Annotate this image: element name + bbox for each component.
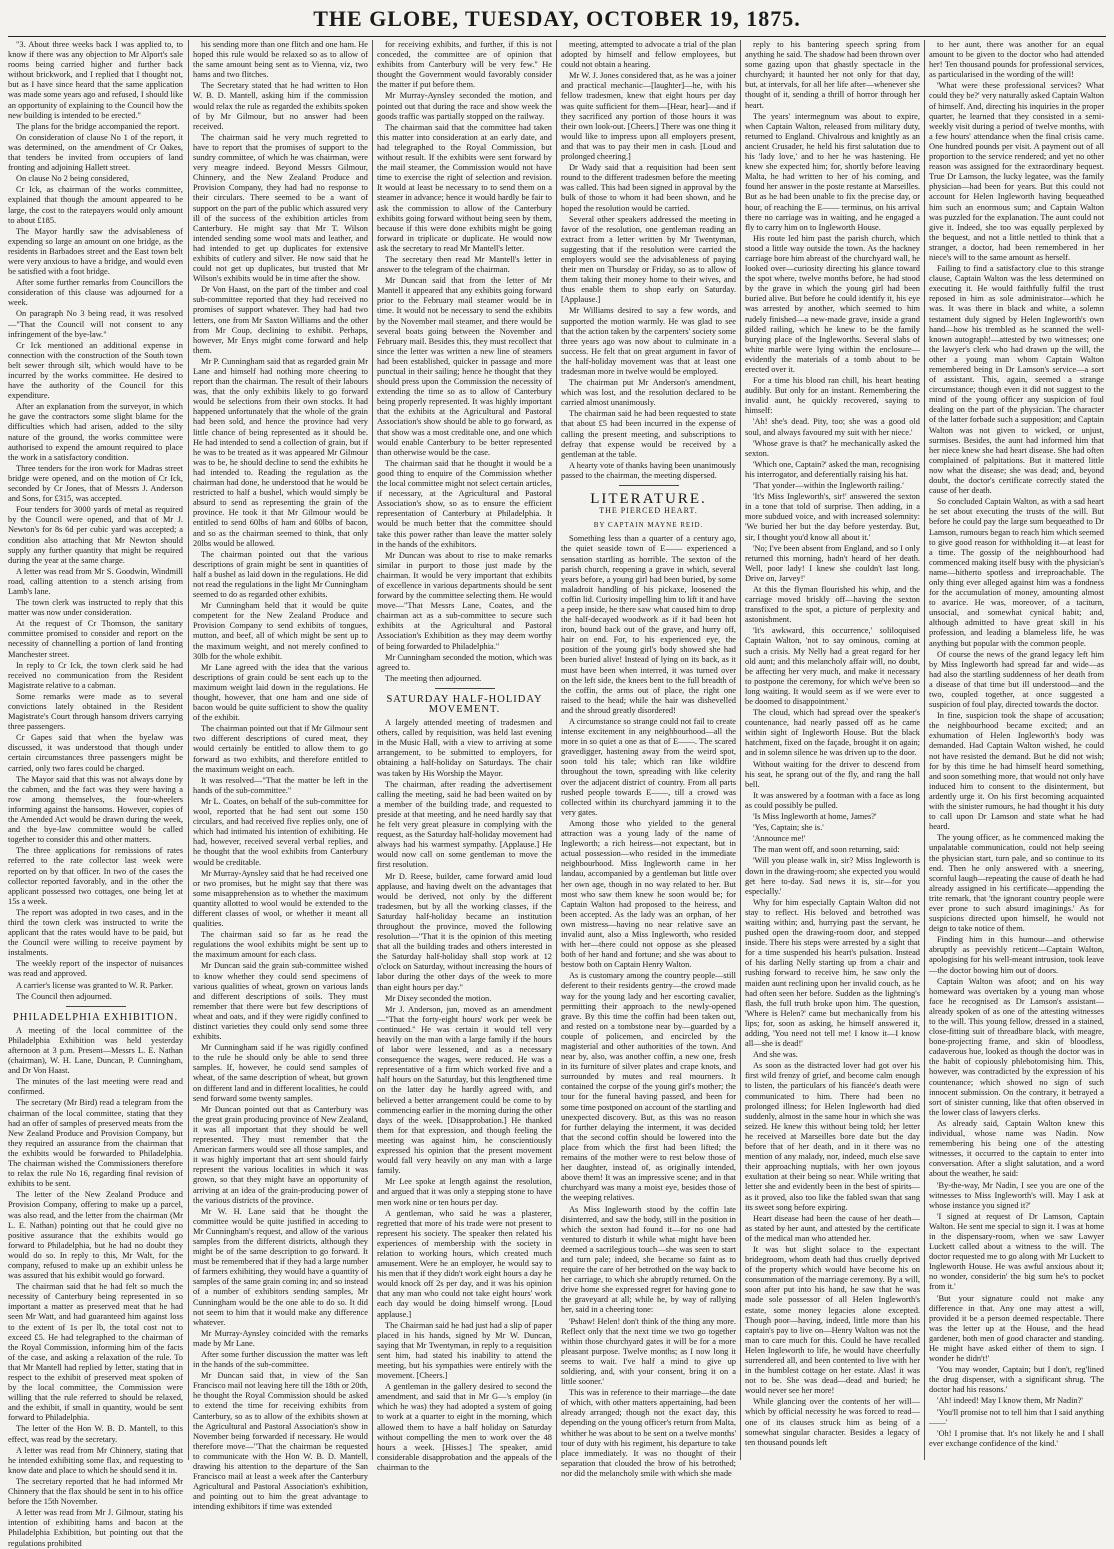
paragraph: The chairman said he had been requested to state that about £5 had been incurred in the expense of calling the present meeting, and subscriptions to defray that expense would be received by a gentleman at the table.	[561, 409, 736, 459]
paragraph: The secretary (Mr Bird) read a telegram from the chairman of the local committee, stating that they had an offer of samples of preserved meats from the New Zealand Produce and Provision Company, but they required an assurance from the chairman that the exhibits would be forwarded to Philadelphia. The chairman wished the Commissioners therefore to relax the rule No 16, regarding final revision of exhibits to be sent.	[8, 1098, 183, 1189]
paragraph: A gentleman, who said he was a plasterer, regretted that more of his trade were not present to represent his society. The speaker then related his experiences of membership with the society in relation to working hours, which created much amusement. Were he an employer, he would say to his men that if they didn't work eight hours a day he would knock off 2s per day, and it was his opinion that any man who could not take eight hours' work each day would be doing himself wrong. [Loud applause.]	[377, 1208, 552, 1319]
col5-paras	[745, 40, 920, 1448]
paragraph: A hearty vote of thanks having been unanimously passed to the chairman, the meeting dispersed.	[561, 460, 736, 480]
heading-literature: LITERATURE.	[590, 491, 707, 508]
paragraph: After an explanation from the surveyor, in which he gave the contractors some slight blame for the difficulties which had arisen, added to the silty nature of the ground, the works committee were authorised to expend the amount required to place the work in a satisfactory condition.	[8, 402, 183, 462]
paragraph: In fine, suspicion took the shape of accusation; the neighbourhood became excited; and an exhumation of Helen Ingleworth's body was demanded. Had Captain Walton wished, he could not have resisted the demand. But he did not wish; for by this time he had himself heard something, and soon something more, that would not only have induced him to consent to the disinterment, but ardently urge it. On his first becoming acquainted with the sinister rumours, he had thought it his duty to call upon Dr Lamson and state what he had heard.	[929, 711, 1104, 832]
paragraph: The Secretary stated that he had written to Hon W. B. D. Mantell, asking him if the commission would relax the rule as regarded the exhibits spoken of by Mr Gilmour, but no answer had been received.	[193, 81, 368, 131]
paragraph: On consideration of clause No 1 of the report, it was determined, on the amendment of Cr Oakes, that tenders be invited from occupiers of land fronting and adjoining Hallett street.	[8, 132, 183, 173]
paragraph: The years' intermegnum was about to expire, when Captain Walton, released from military duty, returned to England. Chivalrous and knightly as an ancient Crusader, he held his first salutation due to his 'lady love,' and to her he was hastening. He knew she expected him; for, shortly before leaving Malta, he had written to her of his coming, and found her answer in the poste restante at Marseilles. But as he had been unable to fix the precise day, or hour, of reaching the E—— terminus, on his arrival there no carriage was in waiting, and he engaged a fly to carry him on to Ingleworth House.	[745, 111, 920, 232]
columns	[8, 40, 1106, 1548]
paragraph: 'That yonder—within the Ingleworth railing.'	[753, 481, 904, 491]
paragraph: A letter was read from Mr Chinnery, stating that he intended exhibiting some flax, and requesting to know date and place to which he should send it in.	[8, 1445, 183, 1475]
paragraph: The chairman pointed out that if Mr Gilmour sent two different descriptions of cured meat, they would certainly be entitled to allow them to go forward as two exhibits, and therefore entitled to the maximum weight on each.	[193, 724, 368, 774]
paragraph: Cr Ick mentioned an additional expense in connection with the construction of the South town belt sewer through silt, which would have to be incurred by the works committee. He desired to have the authority of the Council for this expenditure.	[8, 340, 183, 401]
col3-paras	[377, 40, 552, 684]
paragraph: A gentleman in the gallery desired to second the amendment, and said that in Mr G—'s employ (in which he was) they had adopted a system of going to work at a quarter to eight in the morning, which allowed them to have a half holiday on Saturday without compelling the men to work over the 48 hours a week. [Hisses.] The speaker, amid considerable disapprobation and the appeals of the chairman to the	[377, 1382, 552, 1472]
paragraph: The chairman said he very much regretted to have to report that the promises of support to the sundry committee, of which he was chairman, were very meagre indeed. Beyond Messrs Gilmour, Chinnery, and the New Zealand Produce and Provision Company, they had had no response to their circulars. There seemed to be a want of support on the part of the public which assured very ill of the success of the exhibition articles from Canterbury. He might say that Mr T. Wilson intended sending some wool mats and leather, and had intended to get up duplicates for extensive exhibits of cutlery and silver. He now said that he could not get up duplicates, but trusted that Mr Wilson's exhibits would be in time after the show.	[193, 132, 368, 284]
paragraph: Mr J. Anderson, jun, moved as an amendment—"That the forty-eight hours' work per week be continued." He was certain it would tell very heavily on the man with a large family if the hours of labor were lessened, and as a necessary consequence the wages, were reduced. He was a representative of a firm which worked five and a half hours on the Saturday, but this lengthened time on the latter day he hardly agreed with, and believed a better arrangement could be come to by commencing earlier in the morning during the other days of the week. [Disapprobation.] He thanked them for that expression, and though feeling the meeting was against him, he conscientiously expressed his opinion that the present movement would fall very heavily on any man with a large family.	[377, 1004, 552, 1176]
paragraph: Mr Lee spoke at length against the resolution, and argued that it was only a stepping stone to have men work nine or ten hours per day.	[377, 1177, 552, 1207]
separator	[435, 688, 495, 689]
col4-paras	[561, 40, 736, 481]
column-rule	[556, 40, 557, 1460]
paragraph: It was answered by a footman with a face as long as could possibly be pulled.	[745, 790, 920, 810]
paragraph: Mr W. H. Lane said that he thought the committee would be quite justified in acceding to Mr Cunningham's request, and allow of the various samples from the different districts, although they might be of the same description to go forward. It must be remembered that if they had a large number of farmers exhibiting, they would have a quantity of samples of the same grain coming in; and so instead of a number of exhibitors sending samples, Mr Cunningham would be the one able to do so. It did not seem to him that it would make any difference whatever.	[193, 1206, 368, 1327]
paragraph: Mr D. Reese, builder, came forward amid loud applause, and having dwelt on the advantages that would be derived, not only by the different tradesmen, but by all the working classes, if the Saturday half-holiday became an institution throughout the province, moved the following resolution—"That it is the opinion of this meeting that all the building trades and others interested in the Saturday half-holiday shall stop work at 12 o'clock on Saturday, without increasing the hours of labor during the other days of the week to more than eight hours per day."	[377, 871, 552, 992]
paragraph: Heart disease had been the cause of her death—as stated by her aunt, and attested by the certificate of the medical man who attended her.	[745, 1213, 920, 1243]
paragraph: A largely attended meeting of tradesmen and others, called by requisition, was held last evening in the Music Hall, with a view to arriving at some arrangement, to be submitted to employers, for obtaining a half-holiday on Saturdays. The chair was taken by His Worship the Mayor.	[377, 718, 552, 778]
paragraph: The secretary then read Mr Mantell's letter in answer to the telegram of the chairman.	[377, 254, 552, 275]
paragraph: Mr Cunningham said if he was rigidly confined to the rule he should only be able to send three samples. If, however, he could send samples of wheat, of the same description of wheat, but grown on different land and in different localities, he could send forward some twenty samples.	[193, 1043, 368, 1103]
paragraph: Mr Duncan pointed out that as Canterbury was the great grain producing province of New Zealand, it was all important that they should be well represented. They must remember that the American farmers would see all those samples, and it was highly important that art sent should fairly represent the various localities in which it was grown, so that they might have an opportunity of arriving at an idea of the grain-producing power of the various districts of the province.	[193, 1104, 368, 1205]
paragraph: After some further remarks from Councillors the consideration of this clause was adjourned for a week.	[8, 278, 183, 308]
paragraph: A meeting of the local committee of the Philadelphia Exhibition was held yesterday afternoon at 3 p.m. Present—Messrs L. E. Nathan (chairman), W. H. Lane, Duncan, P. Cunningham, and Dr Von Haast.	[8, 1025, 183, 1076]
paragraph: A circumstance so strange could not fail to create intense excitement in any neighbourhood—all the more in so quiet a one as that of E——. The scared gravedigger, hastening away from the weird spot, soon told his tale; which ran like wildfire throughout the town, spreading with like celerity over the adjacent district of country. From all parts rushed people towards E——, till a crowd was collected within its churchyard jamming it to the very gates.	[561, 717, 736, 817]
paragraph: The chairman said that he had felt so much the necessity of Canterbury being represented in so important a matter as preserved meat that he had seen Mr Watt, and had guaranteed him against loss to the extent of 1s per lb, the total cost not to exceed £5. He had telegraphed to the chairman of the Royal Commission, informing him of the facts of the case, and asking a relaxation of the rule. To that Mr Mantell had replied by letter, stating that in respect to the exhibit of preserved meat spoken of by the local committee, the Commission were willing that the rule referred to should be relaxed, and the exhibit, if small in quantity, would be sent forward to Philadelphia.	[8, 1282, 183, 1423]
paragraph: "3. About three weeks back I was applied to, to know if there was any objection to Mr Alport's sale rooms being carried higher and further back without brickwork, and I replied that I thought not, but as I have since heard that the same application was made some years ago and refused, I should like an opportunity of explaining to the Council how the new building is intended to be erected."	[8, 40, 183, 120]
col1-paras	[8, 40, 183, 1002]
paragraph: The letter of the Hon W. B. D. Mantell, to this effect, was read by the secretary.	[8, 1424, 183, 1444]
column-2	[193, 40, 368, 1512]
paragraph: It was but slight solace to the expectant bridegroom, whom death had thus cruelly deprived of the property which would have become his on consummation of the marriage ceremony. By a will, soon after put into his hand, he saw that he was made sole possessor of all Helen Ingleworth's estate, some money legacies alone excepted. Though poor—having, indeed, little more than his captain's pay to live on—Henry Walton was not the man to care much for this. Could he have recalled Helen Ingleworth to life, he would have cheerfully surrendered all, and been contented to live with her in the humblest cottage on her estate. Alas! it was not to be. She was dead—dead and buried; he would never see her more!	[745, 1244, 920, 1396]
paragraph: Mr Lane agreed with the idea that the various descriptions of grain could be sent each up to the maximum weight laid down in the regulations. He thought, however, that one ham and one side of bacon would be quite sufficient to show the quality of the exhibit.	[193, 662, 368, 723]
paragraph: Three tenders for the iron work for Madras street bridge were opened, and on the motion of Cr Ick, seconded by Cr Jones, that of Messrs J. Anderson and Sons, for £315, was accepted.	[8, 463, 183, 504]
paragraph: Mr Duncan said that from the letter of Mr Mantell it appeared that any exhibits going forward prior to the February mail steamer would be in time. It would not be necessary to send the exhibits by the November mail steamer, and there would be several boats going between the November and February mail. Besides this, they must recollect that since the letter was written a new line of steamers had been established, quicker in passage and more punctual in their sailing; hence he thought that they should press upon the Commission the necessity of extending the time so as to allow of Canterbury being properly represented. It was highly important that the exhibits at the Agricultural and Pastoral Association's show should be able to go forward, as that show was a most creditable one, and one which would enable Canterbury to be better represented than otherwise would be the case.	[377, 276, 552, 457]
paragraph: Mr Murray-Aynsley said that he had received one or two promises, but he might say that there was some misapprehension as to whether the maximum quantity allotted to wool would be extended to the different classes of wool, or whether it meant all qualities.	[193, 868, 368, 929]
paragraph: Mr Williams desired to say a few words, and supported the motion warmly. He was glad to see that the action taken by the carpenters' society some three years ago was now about to culminate in a success. He felt that on great argument in favor of the half-holiday movement was that at least one tradesman more in twelve would be employed.	[561, 306, 736, 376]
paragraph: 'Ah! she's dead. Pity, too; she was a good old soul, and always favoured my suit with her niece.'	[745, 417, 920, 437]
col2-paras	[193, 40, 368, 1513]
paragraph: Something less than a quarter of a century ago, the quiet seaside town of E—— experienced a sensation startling as horrible. The sexton of the parish church, reopening a grave in which, several years before, a young girl had been buried, by some maladroit handling of his pickaxe, loosened the coffin lid. Curiosity impelling him to lift it and have a peep inside, he there saw what caused him to drop the half-decayed woodwork as if it had been hot iron, bound back out of the grave, and hurry off, hair on end. For, to his experienced eye, the position of the young girl's body showed she had been buried alive! Instead of lying on its back, as it must have been when interred, it was turned over on the left side, the knees bent to the full breadth of the coffin, the arms out of place, the right one raised to the head; while the hair was dishevelled and the shroud greatly disordered!	[561, 534, 736, 715]
paragraph: After some further discussion the matter was left in the hands of the sub-committee.	[193, 1350, 368, 1370]
paragraph: As Miss Ingleworth stood by the coffin late disinterred, and saw the body, still in the position in which the sexton had found it—for no one had ventured to disturb it while what might have been deemed a sacrilegious touch—she was seen to start and turn pale; indeed, she became so faint as to require the care of her betrothed on the way back to her carriage, to which she abruptly returned. On the drive home she expressed regret for having gone to the graveyard at all; while he, by way of rallying her, said in a cheering tone:	[561, 1204, 736, 1315]
paragraph: This was in reference to their marriage—the date of which, with other matters appertaining, had been already arranged; though not the exact day, this depending on the young officer's return from Malta, whither he was about to be sent on a twelve months' tour of duty with his regiment, his departure to take place immediately. It was no thought of their separation that clouded the brow of his betrothed; nor did the melancholy smile with which she made	[561, 1388, 736, 1478]
col1-paras2	[8, 1026, 183, 1549]
masthead-rule	[8, 36, 1106, 37]
paragraph: 'By-the-way, Mr Nadin, I see you are one of the witnesses to Miss Ingleworth's will. May I ask at whose instance you signed it?'	[929, 1180, 1104, 1210]
column-3	[377, 40, 552, 1472]
column-6	[929, 40, 1104, 1460]
paragraph: 'It's awkward, this occurrence,' soliloquised Captain Walton, 'not to say ominous, coming at such a crisis. My Nelly had a great regard for her old aunt; and this melancholy affair will, no doubt, be affecting her very much, and make it necessary to postpone the ceremony, for which we've been so long waiting. It would seem as if we were ever to be doomed to disappointment.'	[745, 626, 920, 706]
paragraph: On clause No 2 being considered,	[16, 174, 130, 184]
paragraph: The report was adopted in two cases, and in the third the town clerk was instructed to write the applicant that the rates would have to be paid, but the Council were willing to receive payment by instalments.	[8, 907, 183, 958]
heading-philadelphia: PHILADELPHIA EXHIBITION.	[12, 1011, 179, 1023]
paragraph: Of course the news of the grand legacy left him by Miss Ingleworth had spread far and wide—as had also the startling suddenness of her death from a disease of that time but ill understood—and the two, coupled together, at once suggested a suspicion of foul play, directed towards the doctor.	[929, 649, 1104, 710]
paragraph: Captain Walton was afoot; and on his way homeward was overtaken by a young man whose face he recognised as Dr Lamson's assistant—already spoken of as one of the attesting witnesses to the will. This young fellow, dressed in a stained, close-fitting suit of threadbare black, with meagre, bone-projecting frame, and skin of bloodless, cadaverous hue, looked as though the doctor was in the habit of copiously phlebotomising him. This, however, was contradicted by the expression of his countenance; which showed no sign of such innocent submission. On the contrary, it betrayed a sort of sinister cunning, like that often observed in the lower class of lawyers clerks.	[929, 976, 1104, 1117]
paragraph: Mr Duncan was about to rise to make remarks similar in purport to those just made by the chairman. It would be very important that exhibits of excellence in various departments should be sent forward by the committee selecting them. He would move—"That Messrs Lane, Coates, and the chairman act as a sub-committee to secure such exhibits at the Agricultural and Pastoral Association's Exhibition as they may deem worthy of being forwarded to Philadelphia."	[377, 550, 552, 651]
paragraph: For a time his blood ran chill, his heart beating audibly. But only for an instant. Remembering the invalid aunt, he quickly recovered, saying to himself:	[745, 376, 920, 416]
paragraph: The Chairman said he had just had a slip of paper placed in his hands, signed by Mr W. Duncan, saying that Mr Twentyman, in reply to a requisition sent him, had stated his inability to attend the meeting, but his sympathies were entirely with the movement. [Cheers.]	[377, 1320, 552, 1381]
story-byline: BY CAPTAIN MAYNE REID.	[593, 521, 704, 530]
paragraph: 'Will you please walk in, sir? Miss Ingleworth is down in the drawing-room; she expected you would get here to-day. Sad news it is, sir—for you especially.'	[745, 856, 920, 896]
column-rule	[740, 40, 741, 1460]
paragraph: 'Pshaw! Helen! don't think of the thing any more. Reflect only that the next time we two go together within those churchyard gates it will be for a more pleasant purpose. Twelve months; as I now long it seems to wait. I've half a mind to give up soldiering, and, with your consent, bring it on a little sooner.'	[561, 1316, 736, 1387]
paragraph: Four tenders for 3000 yards of metal as required by the Council were opened, and that of Mr J. Newton's for 8s 6d per cubic yard was accepted; a condition also attaching that Mr Newton should supply any further quantity that might be required during the year at the same charge.	[8, 505, 183, 565]
paragraph: 'Ah! indeed! May I know them, Mr Nadin?'	[937, 1396, 1083, 1406]
paragraph: The chairman said that he thought it would be a good thing to enquire of the Commission whether the local committee might not select certain articles, if necessary, at the Agricultural and Pastoral Association's show, so as to ensure the efficient representation of Canterbury at Philadelphia. It would be much better that the committee should take this power rather than leave the matter solely in the hands of the exhibitors.	[377, 458, 552, 549]
paragraph: The minutes of the last meeting were read and confirmed.	[8, 1077, 183, 1097]
paragraph: The young officer, as he commenced making the unpalatable communication, could not help seeing the physician start, turn pale, and so continue to its end. Then he only answered with a sneering, scornful laugh—repeating the cause of death he had already assigned in his certificate—appending the trite remark, that 'the ignorant country people were ever prone to such absurd imaginings.' As for suspicions directed upon himself, he would not deign to take notice of them.	[929, 833, 1104, 934]
paragraph: Among those who yielded to the general attraction was a young lady of the name of Ingleworth; a rich heiress—not expectant, but in actual possession—who resided in the immediate neighbourhood. Miss Ingleworth came in her landau, accompanied by a gentleman but little over her own age, though in no way related to her. But most who saw them knew he soon would be; for Captain Walton had proposed to the heiress, and been accepted. As the lady was an orphan, of her own mistress—having no near relative save an invalid aunt, also a Miss Ingleworth, who resided with her—there could not oppose as she pleased both of her hand and fortune; and she was about to bestow both on Captain Henry Walton.	[561, 818, 736, 970]
paragraph: 'No; I've been absent from England, and so I only returned this morning, hadn't heard of her death. Well, poor lady! I knew she couldn't last long. Drive on, Jarvey!'	[745, 543, 920, 583]
paragraph: to her aunt, there was another for an equal amount to be given to the doctor who had attended her! Ten thousand pounds for professional services, as particularised in the wording of the will!	[929, 40, 1104, 80]
paragraph: Mr Murray-Aynsley seconded the motion, and pointed out that during the race and show week the goods traffic was partially stopped on the railway.	[377, 91, 552, 121]
paragraph: Mr W. J. Jones considered that, as he was a joiner and practical mechanic—[laughter]—he, with his fellow tradesmen, knew that eight hours per day was quite sufficient for them—[Hear, hear]—and if they sacrificed any portion of those hours it was their own look-out. [Cheers.] There was one thing it would like to impress upon all employers present, and that was to pay their men in cash. [Loud and prolonged cheering.]	[561, 71, 736, 162]
paragraph: The chairman, after reading the advertisement calling the meeting, said he had been waited on by a member of the building trade, and requested to preside at that meeting, and he need hardly say that he felt very great pleasure in complying with the request, as the Saturday half-holiday movement had always had his warmest sympathy. [Applause.] He would now call on some gentleman to move the first resolution.	[377, 779, 552, 870]
paragraph: Several other speakers addressed the meeting in favor of the resolution, one gentleman reading an extract from a letter written by Mr Twentyman, suggesting that if the resolution were carried the employers would see the advisableness of paying their men on Thursday or Friday, so as to allow of them taking their money home to their wives, and thus enable them to shop early on Saturday. [Applause.]	[561, 214, 736, 305]
paragraph: On paragraph No 3 being read, it was resolved—"That the Council will not consent to any infringement of the bye-law."	[8, 309, 183, 339]
paragraph: Mr Murray-Aynsley coincided with the remarks made by Mr Lane.	[193, 1328, 368, 1348]
paragraph: A letter was read from Mr S. Goodwin, Windmill road, calling attention to a stench arising from Lamb's lane.	[8, 566, 183, 596]
paragraph: 'Which one, Captain?' asked the man, recognising his interrogator, and deferentially raising his hat.	[745, 459, 920, 479]
paragraph: At this the flyman flourished his whip, and the carriage moved briskly off—having the sexton transfixed to the spot, a picture of perplexity and astonishment.	[745, 584, 920, 625]
paragraph: The weekly report of the inspector of nuisances was read and approved.	[8, 959, 183, 979]
paragraph: for receiving exhibits, and further, if this is not conceded, the committee are of opinion that exhibits from Canterbury will be very few." He thought the Government would favorably consider the matter if put before them.	[377, 40, 552, 90]
paragraph: While glancing over the contents of her will—which by official necessity he was forced to read—one of its clauses struck him as being of a somewhat singular character. Besides a legacy of ten thousand pounds left	[745, 1397, 920, 1447]
col3-paras2	[377, 718, 552, 1473]
paragraph: A letter was read from Mr J. Gilmour, stating his intention of exhibiting hams and bacon at the Philadelphia Exhibition, but pointing out that the regulations prohibited	[8, 1508, 183, 1548]
paragraph: 'Oh! I promise that. It's not likely he and I shall ever exchange confidence of the kind.'	[929, 1428, 1104, 1448]
paragraph: Without waiting for the driver to descend from his seat, he sprang out of the fly, and rang the hall bell.	[745, 759, 920, 789]
separator	[66, 1006, 126, 1007]
paragraph: 'Whose grave is that?' he mechanically asked the sexton.	[745, 438, 920, 458]
paragraph: 'Announce me!'	[753, 834, 806, 844]
paragraph: 'I signed at request of Dr Lamson, Captain Walton. He sent me special to sign it. I was at home in the dispensary-room, when we saw Lawyer Luckett called about a witness to the will. The doctor requested me to go along with Mr Luckett to Ingleworth House. He was awful anxious about it; no wonder, considerin' the big sum he's to pocket from it.'	[929, 1211, 1104, 1292]
paragraph: The meeting then adjourned.	[385, 673, 482, 683]
paragraph: The chairman pointed out that the various descriptions of grain might be sent in quantities of half a bushel as laid down in the regulations. He did not read the regulations in the light Mr Cunningham seemed to do as regarded other exhibits.	[193, 549, 368, 600]
col6-paras	[929, 40, 1104, 1449]
heading-half-holiday: SATURDAY HALF-HOLIDAY MOVEMENT.	[386, 693, 543, 715]
masthead-title: THE GLOBE, TUESDAY, OCTOBER 19, 1875.	[313, 6, 801, 31]
paragraph: The Mayor hardly saw the advisableness of expending so large an amount on one bridge, as the residents in Barbadoes street and the East town belt were very anxious to have a bridge, and would even be satisfied with a foot bridge.	[8, 226, 183, 277]
paragraph: The chairman said that the committee had taken this matter into consideration at an early date, and had telegraphed to the Royal Commission, but without result. If the exhibits were sent forward by the mail steamer, the Commission would not have time to exercise the right of selection and revision. It would at least be necessary to to send them on a steamer in advance; hence it would hardly be fair to ask the commission to allow of the Canterbury exhibits going forward without being seen by them, because if this were done exhibits might be going forward in triplicate or duplicate. He would now ask the secretary to read Mr Mantell's letter.	[377, 122, 552, 253]
paragraph: The chairman put Mr Anderson's amendment, which was lost, and the resolution declared to be carried almost unanimously.	[561, 378, 736, 408]
paragraph: reply to his bantering speech spring from anything he said. The shadow had been thrown over some gazing upon that ghastly spectacle in the churchyard; it haunted her not only for that day, but, at intervals, for all her life after—whenever she thought of it, sending a thrill of horror through her heart.	[745, 40, 920, 110]
column-1	[8, 40, 183, 1548]
paragraph: 'Yes, Captain; she is.'	[753, 823, 824, 833]
paragraph: So concluded Captain Walton, as with a sad heart he set about executing the trusts of the will. But before he could pay the large sum bequeathed to Dr Lamson, rumours began to reach him which seemed to give good reason for withholding it—at least for a time. The gossip of the neighbourhood had commenced making itself busy with the physician's name—hitherto spotless and irreproachable. The only thing ever alleged against him was a fondness for the accumulation of money, amounting almost to avarice. He was, moreover, of a taciturn, unsocial, and somewhat cynical habit; and, although admitted to have great skill in his profession, and leading a blameless life, he was anything but popular with the common people.	[929, 497, 1104, 648]
paragraph: his sending more than one flitch and one ham. He hoped this rule would be relaxed so as to allow of the same amount being sent as to Vienna, viz, two hams and two flitches.	[193, 40, 368, 80]
paragraph: The Mayor said that this was not always done by the cabmen, and the fact was they were having a row among themselves, the four-wheelers informing against the hansoms. However, copies of the Amended Act would be drawn during the week, and the bye-law committee would be called together to consider this and other matters.	[8, 774, 183, 845]
paragraph: It was resolved—"That the matter be left in the hands of the sub-committee."	[193, 775, 368, 795]
paragraph: Mr Cunningham held that it would be quite competent for the New Zealand Produce and Provision Company to send exhibits of tongues, mutton, and beef, all of which might be sent up to the maximum weight, and not merely confined to 30lb for the whole exhibit.	[193, 601, 368, 661]
paragraph: The town clerk was instructed to reply that this matter was now under consideration.	[8, 598, 183, 618]
paragraph: Cr Ick, as chairman of the works committee, explained that though the amount appeared to be large, the cost to the ratepayers would only amount to about £185.	[8, 185, 183, 225]
paragraph: The cloud, which had spread over the speaker's countenance, had nearly passed off as he came within sight of Ingleworth House. But the black hatchment, fixed on the façade, brought it on again; and in solemn silence he was driven up to the door.	[745, 708, 920, 758]
paragraph: 'It's Miss Ingleworth's, sir!' answered the sexton in a tone that told of surprise. Then adding, in a more subdued voice, and with increased solemnity: 'We buried her but the day before yesterday. But, sir, I thought you'd know all about it.'	[745, 492, 920, 542]
paragraph: 'You may wonder, Captain; but I don't, reg'lined the drug dispenser, with a significant shrug. 'The doctor had his reasons.'	[929, 1365, 1104, 1395]
paragraph: Some remarks were made as to several convictions lately obtained in the Resident Magistrate's Court through hansom drivers carrying three passengers.	[8, 691, 183, 732]
paragraph: Mr Duncan said that, in view of the San Francisco mail not leaving here till the 18th or 20th, he thought the Royal Commission should be asked to extend the time for receiving exhibits from Canterbury, so as to allow of the exhibits shown at the Agricultural and Pastoral Association's show in November being forwarded if necessary. He would therefore move—"That the chairman be requested to communicate with the Hon W. B. D. Mantell, drawing his attention to the departure of the San Francisco mail at least a week after the Canterbury Agricultural and Pastoral Association's exhibition, and pointing out to him the great advantage to intending exhibitors if time was extended	[193, 1371, 368, 1512]
paragraph: The chairman said so far as he read the regulations the wool exhibits might be sent up to the maximum amount for each class.	[193, 930, 368, 960]
paragraph: The man went off, and soon returning, said:	[753, 845, 900, 855]
paragraph: Finding him in this humour—and otherwise abruptly as peevishly reticent—Captain Walton, apologising for his well-meant intrusion, took leave—the doctor bowing him out of doors.	[929, 935, 1104, 975]
paragraph: And she was.	[753, 1050, 798, 1060]
paragraph: Mr Cunningham seconded the motion, which was agreed to.	[377, 652, 552, 672]
paragraph: Mr Dixey seconded the motion.	[385, 993, 492, 1003]
paragraph: The letter of the New Zealand Produce and Provision Company, offering to make up a parcel, was also read, and the letter from the chairman (Mr L. E. Nathan) pointing out that he could give no positive assurance that the exhibits would go forward to Philadelphia, but he had no doubt they would do so. In reply to this, Mr Walt, for the company, refused to make up an exhibit unless he was assured that his exhibit would go forward.	[8, 1190, 183, 1281]
paragraph: 'But your signature could not make any difference in that. Any one may attest a will, provided it be a person deemed respectable. There was the letter up at the House, and the head gardener, both men of good character and standing. He might have asked either of them to sign. I wonder he didn't!'	[929, 1293, 1104, 1364]
paragraph: Failing to find a satisfactory clue to this strange clause, Captain Walton was the less determined on executing it. He would faithfully fulfil the trust reposed in him as sole administrator—which he was. It was there in black and white, a solemn testament duly signed by Helen Ingleworth's own hand—how his trembled as he scanned the well-known autograph!—attested by two witnesses; one the lawyer's clerk who had drawn up the will, the other a young man whom Captain Walton remembered being in Dr Lamson's service—a sort of assistant. This, again, seemed a strange circumstance; though even it did not suggest to the mind of the young officer any suspicion of foul dealing on the part of the physician. The character of the latter forbade such a supposition; and Captain Walton was not given to wicked, or unjust, surmises. Besides, the aunt had informed him that her niece knew she had heart disease. She had often complained of palpitations. But it mattered little now what the disease; she was dead; and, beyond doubt, the doctor's certificate correctly stated the cause of her death.	[929, 264, 1104, 496]
paragraph: Dr Wady said that a requisition had been sent round to the different tradesmen before the meeting was called. This had been signed in approval by the bulk of those to whom it had been shown, and he hoped the resolution would be carried.	[561, 163, 736, 213]
paragraph: Dr Von Haast, on the part of the timber and coal sub-committee reported that they had received no promises of support whatever. They had had two letters, one from Mr Saxton Williams and the other from Mr Coup, declining to exhibit. Perhaps, however, Mr Enys might come forward and help them.	[193, 285, 368, 355]
paragraph: In reply to Cr Ick, the town clerk said he had received no communication from the Resident Magistrate relative to a cabman.	[8, 660, 183, 690]
paragraph: Cr Gapes said that when the byelaw was discussed, it was understood that though under certain circumstances three passengers might be carried, only two fares could be charged.	[8, 733, 183, 773]
paragraph: At the request of Cr Thomson, the sanitary committee promised to consider and report on the necessity of channelling a portion of land fronting Manchester street.	[8, 619, 183, 659]
paragraph: The secretary reported that he had informed Mr Chinnery that the flax should be sent in to his office before the 15th November.	[8, 1476, 183, 1507]
paragraph: meeting, attempted to advocate a trial of the plan adopted by himself and fellow employees, but could not obtain a hearing.	[561, 40, 736, 70]
paragraph: 'Is Miss Ingleworth at home, James?'	[753, 812, 877, 822]
column-rule	[188, 40, 189, 1460]
paragraph: A carrier's license was granted to W. R. Parker.	[16, 980, 174, 990]
paragraph: 'You'll promise not to tell him that I said anything——'	[929, 1407, 1104, 1427]
col4-paras2	[561, 534, 736, 1479]
paragraph: The three applications for remissions of rates referred to the rate collector last week were reported on by that officer. In two of the cases the collector reported favorably, and in the other the applicant possessed two cottages, one being let at 15s a week.	[8, 846, 183, 906]
paragraph: Mr Duncan said the grain sub-committee wished to know whether they could send specimens of various qualities of wheat, grown on various lands and different descriptions of soils. They must remember that there were but few descriptions of wheat and oats, and if they were rigidly confined to distinct varieties they could only send some three exhibits.	[193, 961, 368, 1042]
paragraph: As already said, Captain Walton knew this individual, whose name was Nadin. Now remembering his being one of the attesting witnesses, it occurred to the captain to enter into conversation. After a slight salutation, and a word about the weather, he said:	[929, 1118, 1104, 1179]
paragraph: As soon as the distracted lover had got over his first wild frenzy of grief, and become calm enough to listen, the particulars of his fiancée's death were communicated to him. There had been no prolonged illness; for Helen Ingleworth had died suddenly, almost in the same hour in which she was seized. He knew this without being told; her letter he received at Marseilles bore date but the day before that of her death, and in it there was no mention of any malady, nor, indeed, much else save their approaching nuptials, with her own joyous exultation at their being so near. While writing that letter she and evidently been in the best of spirits—as it proved, also too like the fabled swan that sang its sweet song before expiring.	[745, 1061, 920, 1212]
paragraph: 'What were these professional services? What could they be?' very naturally asked Captain Walton of himself. And, directing his inquiries in the proper quarter, he learned that they consisted in a semi-weekly visit during a period of twelve months, with a few hours' attendance when the final crisis came. One hundred pounds per visit. A payment out of all proportion to the service rendered; and yet no other reason was assigned for the extraordinary bequest. True Dr Lamson, the lucky legatee, was the family physician—had been for years. But this could not account for Helen Ingleworth having bequeathed him such an enormous sum; and Captain Walton was puzzled for the explanation. The aunt could not give it. Indeed, she too was equally perplexed by the bequest, and not a little nettled to think that a stranger, a doctor, had been remembered in her niece's will to the same amount as herself.	[929, 81, 1104, 262]
paragraph: The Council then adjourned.	[16, 991, 112, 1001]
story-title: THE PIERCED HEART.	[599, 506, 698, 516]
separator	[619, 485, 679, 486]
column-rule	[924, 40, 925, 1460]
paragraph: His route led him past the parish church, which stood a little way outside the town. As the hackney carriage bore him abreast of the churchyard wall, he looked over—curiosity directing his glance toward the spot where, twelve months before, he had stood by the grave in which the young girl had been buried alive. But before he could identify it, his eye was arrested by another, which seemed to him rudely finished—a new-made grave, inside a grand gilded railing, which he knew to be the family burying place of the Ingleworths. Several slabs of white marble were lying within the enclosure—evidently the materials of a tomb about to be erected over it.	[745, 233, 920, 374]
paragraph: The plans for the bridge accompanied the report.	[16, 121, 180, 131]
paragraph: Mr P. Cunningham said that as regarded grain Mr Lane and himself had nothing more cheering to report than the chairman. The result of their labours was, that the only exhibits likely to go forward would be selections from their own stocks. It had happened unfortunately that the whole of the grain had been sold, and hence the province had very little chance of being represented as it should be. He had intended to send a collection of grain, but if he was to be treated as it was appeared Mr Gilmour was to be, he should decline to send the exhibits he had intended to. Reading the regulation as the chairman had done, he understood that he would be restricted to half a bushel, which would simply be absurd to send as representing the grain of the province. He took it that Mr Gilmour would be entitled to send 60lbs of ham and 60lbs of bacon, and so as the chairman seemed to think, that only 20lbs would be allowed.	[193, 356, 368, 548]
column-5	[745, 40, 920, 1460]
column-rule	[372, 40, 373, 1460]
column-4	[561, 40, 736, 1478]
paragraph: Mr L. Coates, on behalf of the sub-committee for wool, reported that he had sent out some 150 circulars, and had received five replies only, one of which had intimated his intention of exhibiting. He had, however, received several verbal replies, and he thought that the wool exhibits from Canterbury would be creditable.	[193, 796, 368, 867]
paragraph: As is customary among the country people—still deferent to their residents gentry—the crowd made way for the young lady and her escorting cavalier, permitting their approach to the newly-opened grave. By this time the coffin had been taken out, and rested on a tombstone near by—guarded by a couple of policemen, and encircled by the magisterial and other authorities of the town. And near by, also, was another coffin, a new one, fresh in its furniture of silver plates and crape knots, and surrounded by mutes and real mourners. It contained the corpse of the young girl's mother; the tour for the funeral having passed, and been for some time postponed on account of the startling and unexpected discovery. But, as this was no reason for further delaying the interment, it was decided that the second coffin should be lowered into the place from which the first had been lifted; the remains of the mother were to rest below those of her daughter, instead of, as originally intended, above them! It was an impressive scene; and in that churchyard was many a moist eye, besides those of the weeping relatives.	[561, 971, 736, 1203]
paragraph: Why for him especially Captain Walton did not stay to reflect. His beloved and betrothed was waiting within; and, hurrying past the servant, he pushed open the drawing-room door, and stepped inside. There his steps were arrested by a sight that for a time suspended his heart's pulsation. Instead of his darling Nelly starting up from a chair and rushing forward to receive him, he saw only the maiden aunt reclining upon her invalid couch, as he had often seen her before. Sudden as the lightning's flash, the full truth broke upon him. The question, 'Where is Helen?' came but mechanically from his lips; for, soon as asking, he himself answered it, adding, 'You need not tell me! I know it—I know all—she is dead!'	[745, 897, 920, 1049]
